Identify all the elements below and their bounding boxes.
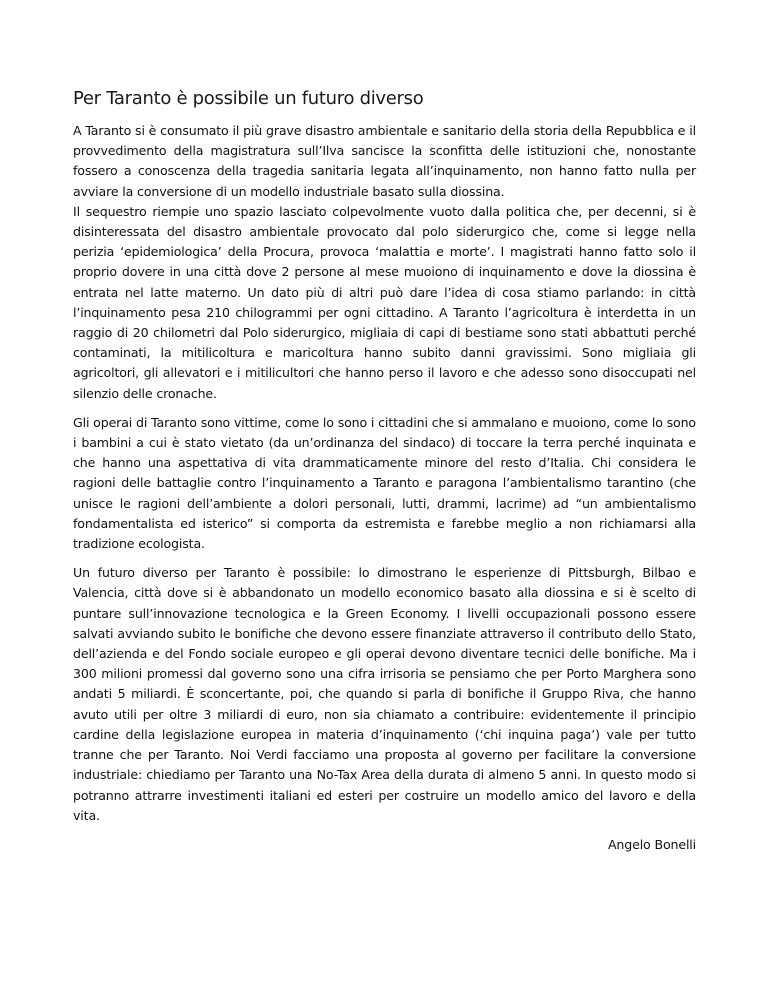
author-signature: Angelo Bonelli (607, 836, 696, 852)
paragraph-3: Gli operai di Taranto sono vittime, come lo sono i cittadini che si ammalano e muoiono, come lo sono i bambini a cui è stato vietato (da un’ordinanza del sindaco) di toccare la terra perché inquinata e che hanno una aspettativa di vita drammaticamente minore del resto d’Italia. Chi considera le ragioni delle battaglie contro l’inquinamento a Taranto e paragona l’ambientalismo tarantino (che unisce le ragioni dell’ambiente a dolori personali, lutti, drammi, lacrime) ad “un ambientalismo fondamentalista ed isterico” si comporta da estremista e farebbe meglio a non richiamarsi alla tradizione ecologista. (73, 414, 696, 552)
document-page (73, 88, 696, 855)
document-title: Per Taranto è possibile un futuro diverso (73, 88, 424, 109)
paragraph-4: Un futuro diverso per Taranto è possibile: lo dimostrano le esperienze di Pittsburgh, Bilbao e Valencia, città dove si è abbandonato un modello economico basato alla diossina e si è scelto di puntare sull’innovazione tecnologica e la Green Economy. I livelli occupazionali possono essere salvati avviando subito le bonifiche che devono essere finanziate attraverso il contributo dello Stato, dell’azienda e del Fondo sociale europeo e gli operai devono diventare tecnici delle bonifiche. Ma i 300 milioni promessi dal governo sono una cifra irrisoria se pensiamo che per Porto Marghera sono andati 5 miliardi. È sconcertante, poi, che quando si parla di bonifiche il Gruppo Riva, che hanno avuto utili per oltre 3 miliardi di euro, non sia chiamato a contribuire: evidentemente il principio cardine della legislazione europea in materia d’inquinamento (‘chi inquina paga’) vale per tutto tranne che per Taranto. Noi Verdi facciamo una proposta al governo per facilitare la conversione industriale: chiediamo per Taranto una No-Tax Area della durata di almeno 5 anni. In questo modo si potranno attrarre investimenti italiani ed esteri per costruire un modello amico del lavoro e della vita. (73, 565, 696, 823)
paragraph-2: Il sequestro riempie uno spazio lasciato colpevolmente vuoto dalla politica che, per decenni, si è disinteressata del disastro ambientale provocato dal polo siderurgico che, come si legge nella perizia ‘epidemiologica’ della Procura, provoca ‘malattia e morte’. I magistrati hanno fatto solo il proprio dovere in una città dove 2 persone al mese muoiono di inquinamento e dove la diossina è entrata nel latte materno. Un dato più di altri può dare l’idea di cosa stiamo parlando: in città l’inquinamento pesa 210 chilogrammi per ogni cittadino. A Taranto l’agricoltura è interdetta in un raggio di 20 chilometri dal Polo siderurgico, migliaia di capi di bestiame sono stati abbattuti perché contaminati, la mitilicoltura e maricoltura hanno subito danni gravissimi. Sono migliaia gli agricoltori, gli allevatori e i mitilicultori che hanno perso il lavoro e che adesso sono disoccupati nel silenzio delle cronache. (73, 203, 696, 401)
paragraph-1: A Taranto si è consumato il più grave disastro ambientale e sanitario della storia della Repubblica e il provvedimento della magistratura sull’Ilva sancisce la sconfitta delle istituzioni che, nonostante fossero a conoscenza della tragedia sanitaria legata all’inquinamento, non hanno fatto nulla per avviare la conversione di un modello industriale basato sulla diossina. (73, 123, 696, 199)
